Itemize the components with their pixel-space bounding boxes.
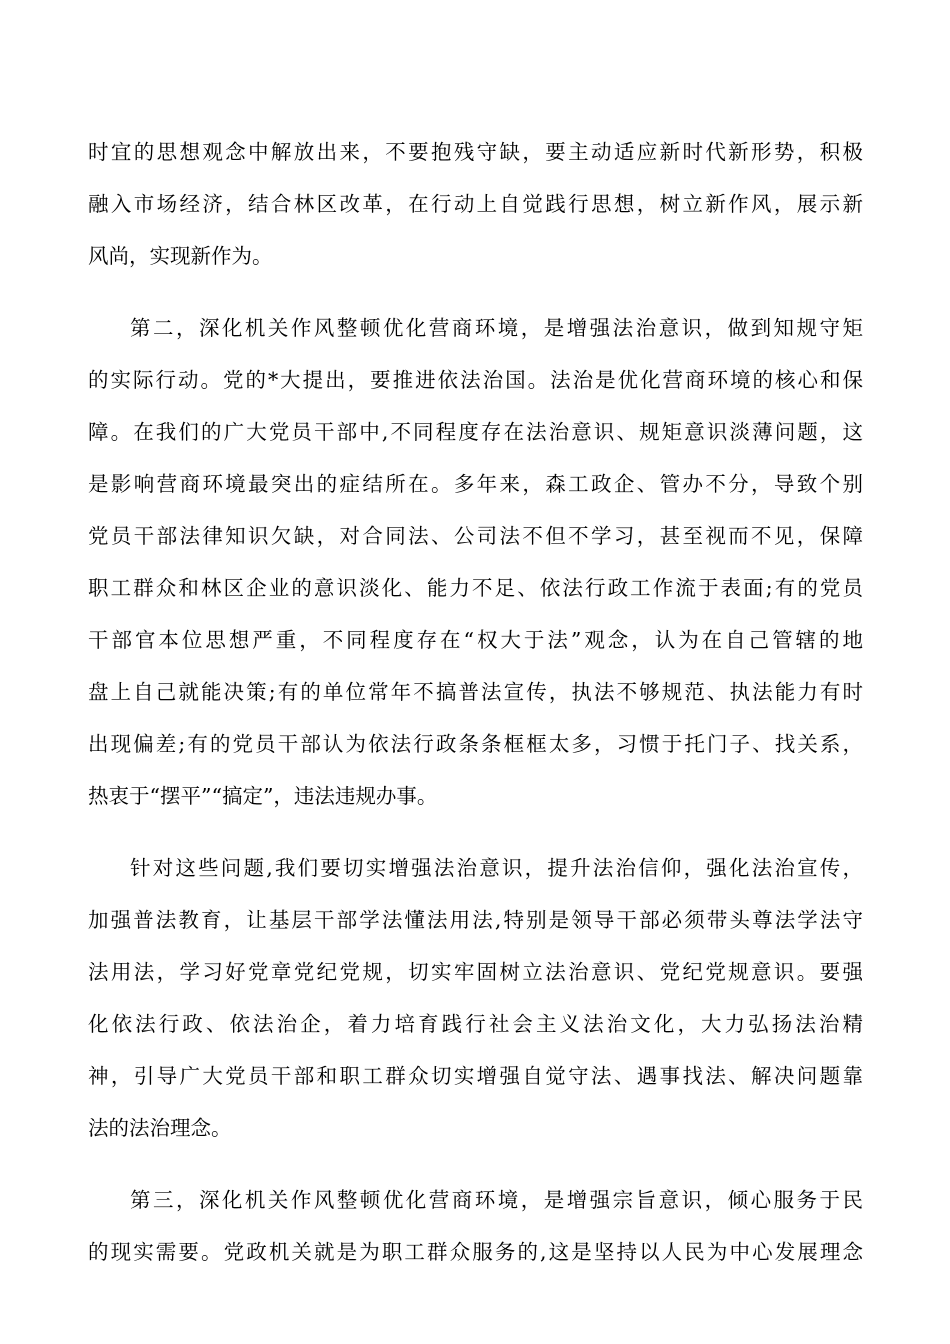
text-line: 职工群众和林区企业的意识淡化、能力不足、依法行政工作流于表面;有的党员 bbox=[88, 576, 863, 600]
body-text-block bbox=[88, 126, 863, 1278]
text-line: 风尚，实现新作为。 bbox=[88, 244, 273, 268]
paragraph-third-point bbox=[88, 1174, 863, 1278]
paragraph-gap bbox=[88, 1154, 863, 1174]
paragraph-countermeasures bbox=[88, 842, 863, 1154]
text-line: 干部官本位思想严重，不同程度存在“权大于法”观念，认为在自己管辖的地 bbox=[88, 628, 863, 652]
text-line: 热衷于“摆平”“搞定”，违法违规办事。 bbox=[88, 784, 438, 808]
paragraph-second-point bbox=[88, 302, 863, 822]
text-line: 党员干部法律知识欠缺，对合同法、公司法不但不学习，甚至视而不见，保障 bbox=[88, 524, 863, 548]
paragraph-gap bbox=[88, 282, 863, 302]
text-line: 化依法行政、依法治企，着力培育践行社会主义法治文化，大力弘扬法治精 bbox=[88, 1012, 863, 1036]
text-line: 的现实需要。党政机关就是为职工群众服务的,这是坚持以人民为中心发展理念 bbox=[88, 1240, 863, 1264]
text-line: 融入市场经济，结合林区改革，在行动上自觉践行思想，树立新作风，展示新 bbox=[88, 192, 863, 216]
text-line: 法的法治理念。 bbox=[88, 1116, 232, 1140]
paragraph-continuation bbox=[88, 126, 863, 282]
text-line: 出现偏差;有的党员干部认为依法行政条条框框太多，习惯于托门子、找关系， bbox=[88, 732, 863, 756]
text-line: 障。在我们的广大党员干部中,不同程度存在法治意识、规矩意识淡薄问题，这 bbox=[88, 420, 863, 444]
paragraph-gap bbox=[88, 822, 863, 842]
text-line: 针对这些问题,我们要切实增强法治意识，提升法治信仰，强化法治宣传， bbox=[130, 856, 863, 880]
text-line: 的实际行动。党的*大提出，要推进依法治国。法治是优化营商环境的核心和保 bbox=[88, 368, 863, 392]
text-line: 神，引导广大党员干部和职工群众切实增强自觉守法、遇事找法、解决问题靠 bbox=[88, 1064, 863, 1088]
text-line: 第三，深化机关作风整顿优化营商环境，是增强宗旨意识，倾心服务于民 bbox=[130, 1188, 863, 1212]
text-line: 时宜的思想观念中解放出来，不要抱残守缺，要主动适应新时代新形势，积极 bbox=[88, 140, 863, 164]
text-line: 法用法，学习好党章党纪党规，切实牢固树立法治意识、党纪党规意识。要强 bbox=[88, 960, 863, 984]
text-line: 第二，深化机关作风整顿优化营商环境，是增强法治意识，做到知规守矩 bbox=[130, 316, 863, 340]
text-line: 加强普法教育，让基层干部学法懂法用法,特别是领导干部必须带头尊法学法守 bbox=[88, 908, 863, 932]
text-line: 盘上自己就能决策;有的单位常年不搞普法宣传，执法不够规范、执法能力有时 bbox=[88, 680, 863, 704]
text-line: 是影响营商环境最突出的症结所在。多年来，森工政企、管办不分，导致个别 bbox=[88, 472, 863, 496]
